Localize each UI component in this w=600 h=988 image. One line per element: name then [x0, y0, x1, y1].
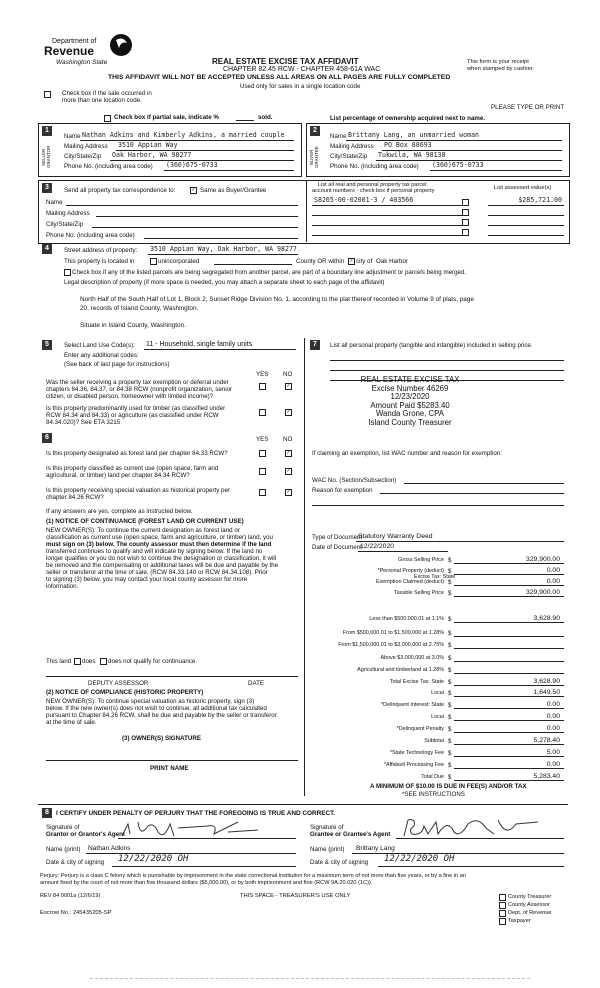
tax-row-dollar: $	[448, 557, 452, 564]
tax-row-label: Gross Selling Price	[398, 557, 444, 563]
notice1-title: (1) NOTICE OF CONTINUANCE (FOREST LAND OR CURRENT USE)	[46, 518, 244, 525]
buyer-name[interactable]: Brittany Lang, an unmarried woman	[348, 131, 480, 139]
s5-yes: YES	[256, 371, 269, 378]
buyer-side-label: BUYER GRANTEE	[309, 146, 319, 168]
section-5-badge: 5	[42, 340, 52, 350]
partial-sale-label: Check box if partial sale, indicate %	[114, 114, 219, 121]
tax-row-dollar: $	[448, 590, 452, 597]
copy-county-treasurer: County Treasurer	[508, 894, 552, 900]
tax-row-value[interactable]: 0.00	[546, 725, 560, 732]
buyer-phone-label: Phone No. (including area code)	[330, 163, 419, 170]
receipt-note-1: This form is your receipt	[467, 59, 529, 65]
grantee-name-label: Name (print)	[310, 846, 345, 853]
section-2-badge: 2	[310, 126, 320, 136]
s3-name-label: Name	[46, 199, 63, 206]
s6-yes: YES	[256, 436, 269, 443]
tax-row-dollar: $	[448, 642, 452, 649]
additional-codes-label: Enter any additional codes:	[64, 352, 139, 359]
grantee-sig-label-2: Grantee or Grantee's Agent	[310, 831, 391, 838]
tax-row-label: Less than $500,000.01 at 1.1%	[369, 616, 444, 622]
s6-q3-line1: Is this property receiving special valuation as historical property per	[46, 487, 230, 494]
seller-city[interactable]: Oak Harbor, WA 98277	[112, 151, 192, 159]
section-8-badge: 8	[42, 808, 52, 818]
tax-row-label: Agricultural and timberland at 1.28%	[357, 667, 444, 673]
copy-taxpayer-checkbox[interactable]	[499, 918, 506, 925]
copy-dept-revenue: Dept. of Revenue	[508, 910, 552, 916]
grantor-name[interactable]: Nathan Adkins	[88, 845, 131, 852]
parcel-number[interactable]: S8265-00-02001-3 / 403566	[314, 196, 414, 204]
assessed-header: List assessed value(s)	[494, 185, 552, 191]
tax-row-value[interactable]: 3,628.90	[533, 678, 560, 685]
section-6-badge: 6	[42, 433, 52, 443]
s3-phone-label: Phone No. (including area code)	[46, 232, 135, 239]
deputy-date-label: DATE	[248, 680, 265, 687]
escrow-number: Escrow No.: 245435205-SP	[40, 910, 112, 916]
if-yes-note: If any answers are yes, complete as instructed below.	[46, 508, 193, 515]
does-checkbox[interactable]	[74, 658, 81, 665]
tax-row-line	[454, 636, 564, 637]
multi-location-checkbox[interactable]	[44, 91, 51, 98]
multi-location-label-1: Check box if the sale occurred in	[62, 90, 152, 97]
does-label: does	[82, 658, 96, 665]
notice2-line1: NEW OWNER(S): To continue special valuation as historic property, sign (3)	[46, 698, 255, 705]
s5-q2-no-checkbox[interactable]: ✓	[286, 409, 291, 415]
tax-row-value[interactable]: 1,649.50	[533, 689, 560, 696]
tax-row-value[interactable]: 0.00	[546, 567, 560, 574]
same-as-buyer-label: Same as Buyer/Grantee	[200, 187, 267, 194]
tax-row-dollar: $	[448, 750, 452, 757]
exemption-claim-label: If claiming an exemption, list WAC number and reason for exemption:	[312, 450, 502, 457]
wac-label: WAC No. (Section/Subsection)	[312, 477, 397, 484]
buyer-name-label: Name	[330, 133, 347, 140]
tax-row-dollar: $	[448, 616, 452, 623]
s5-q1-line3: citizen, or disabled person, homeowner with limited income)?	[46, 393, 214, 400]
located-in-label: This property is located in	[64, 258, 135, 265]
owner-signature-label: (3) OWNER(S) SIGNATURE	[122, 735, 201, 742]
tax-row-label: Subtotal	[424, 738, 444, 744]
personal-property-checkbox-2[interactable]	[462, 209, 469, 216]
s5-q2-line3: 84.34.020)? See ETA 3215	[46, 419, 121, 426]
section-4-badge: 4	[42, 244, 52, 254]
tax-row-line	[454, 622, 564, 623]
tax-row-dollar: $	[448, 579, 452, 586]
tax-row-dollar: $	[448, 738, 452, 745]
s5-q2-yes-checkbox[interactable]	[259, 409, 266, 416]
grantee-signature[interactable]	[398, 814, 558, 844]
seller-phone[interactable]: (360)675-0733	[166, 161, 218, 169]
tax-row-value[interactable]: 0.00	[546, 578, 560, 585]
owner-signature-line[interactable]	[46, 760, 298, 761]
grantor-date[interactable]: 12/22/2020 OH	[118, 854, 189, 864]
tax-row-label: Total Excise Tax: State	[389, 679, 444, 685]
sold-label: sold.	[258, 114, 273, 121]
tax-row-value[interactable]: 5.00	[546, 749, 560, 756]
assessed-value[interactable]: $285,721.00	[518, 196, 562, 204]
perjury-line-2: amount fixed by the court of not more than five thousand dollars ($5,000.00), or by both imprisonment and fine (RCW 9A.20.020 (1C)).	[40, 880, 373, 886]
tax-row-label: *Delinquent Interest: State	[381, 702, 444, 708]
tax-row-label: From $1,500,000.01 to $3,000,000 at 2.75%	[338, 642, 444, 648]
doc-date-label: Date of Document	[312, 544, 362, 551]
tax-row-line	[454, 673, 564, 674]
tax-row-dollar: $	[448, 726, 452, 733]
tax-row-line	[454, 720, 564, 721]
reason-label: Reason for exemption	[312, 487, 373, 494]
notice2-title: (2) NOTICE OF COMPLIANCE (HISTORIC PROPERTY)	[46, 689, 204, 696]
grantor-name-label: Name (print)	[46, 846, 81, 853]
notice2-line3: pursuant to Chapter 84.26 RCW, shall be due and payable by the seller or transferor	[46, 712, 277, 719]
tax-row-line	[454, 574, 564, 575]
send-correspondence-label: Send all property tax correspondence to:	[64, 187, 176, 194]
unincorporated-label: unincorporated	[158, 258, 200, 265]
form-chapter: CHAPTER 82.45 RCW - CHAPTER 458-61A WAC	[223, 66, 381, 73]
property-city[interactable]: Oak Harbor	[376, 258, 408, 265]
excise-tax-state-label: Excise Tax: State	[414, 574, 456, 580]
same-as-buyer-checkbox[interactable]: ✓	[191, 187, 196, 193]
segregated-label: Check box if any of the listed parcels are being segregated from another parcel, are part of a boundary line adjustment or parcels being merged.	[72, 269, 467, 276]
buyer-mail-label: Mailing Address	[330, 143, 374, 150]
s6-q1-yes-checkbox[interactable]	[259, 450, 266, 457]
grantor-date-label: Date & city of signing	[46, 859, 105, 866]
seller-city-label: City/State/Zip	[64, 153, 102, 160]
doc-date-value[interactable]: 12/22/2020	[360, 543, 395, 550]
copy-county-treasurer-checkbox[interactable]	[499, 894, 506, 901]
section-7-badge: 7	[310, 340, 320, 350]
personal-property-checkbox-4[interactable]	[462, 229, 469, 236]
s5-q1-yes-checkbox[interactable]	[259, 383, 266, 390]
treasurer-stamp: REAL ESTATE EXCISE TAX Excise Number 46269 12/23/2020 Amount Paid $5283.40 Wanda Grone, CPA Island County Treasurer	[360, 375, 460, 427]
property-street[interactable]: 3510 Appian Way, Oak Harbor, WA 98277	[150, 245, 297, 253]
tax-row-label: *State Technology Fee	[389, 750, 444, 756]
see-back-label: (See back of last page for instructions)	[64, 361, 170, 368]
dept-line1: Department of	[52, 38, 97, 45]
seller-mail-label: Mailing Address	[64, 143, 108, 150]
please-type: PLEASE TYPE OR PRINT	[491, 104, 565, 111]
s6-q1-no-checkbox[interactable]: ✓	[286, 450, 291, 456]
deputy-assessor-label: DEPUTY ASSESSOR	[88, 680, 149, 687]
tax-row-value[interactable]: 0.00	[546, 701, 560, 708]
notice2-line2: below. If the new owner(s) does not wish to continue, all additional tax calculated	[46, 705, 267, 712]
tax-row-value[interactable]: 0.00	[546, 761, 560, 768]
s6-q2-line1: Is this property classified as current use (open space, farm and	[46, 465, 219, 472]
s3-mail-label: Mailing Address	[46, 210, 90, 217]
city-of-checkbox[interactable]: ✓	[349, 258, 354, 264]
s6-q2-line2: agricultural, or timber) land per chapter 84.34 RCW?	[46, 472, 190, 479]
seller-mail[interactable]: 3510 Appian Way	[118, 141, 178, 149]
section-3-badge: 3	[42, 183, 52, 193]
tax-row-dollar: $	[448, 679, 452, 686]
tax-row-value[interactable]: 0.00	[546, 713, 560, 720]
grantor-sig-label-2: Grantor or Grantor's Agent	[46, 831, 125, 838]
tax-row-line	[454, 596, 564, 597]
perjury-line-1: Perjury: Perjury is a class C felony which is punishable by imprisonment in the state correctional institution for a maximum term of not more than five years, or by a fine in an	[40, 873, 466, 879]
tax-row-value[interactable]: 329,900.00	[525, 589, 560, 596]
tax-row-line	[454, 696, 564, 697]
tax-row-line	[454, 648, 564, 649]
tax-row-value[interactable]: 329,900.00	[525, 556, 560, 563]
s6-q3-yes-checkbox[interactable]	[259, 489, 266, 496]
tax-row-line	[454, 756, 564, 757]
personal-property-checkbox-1[interactable]	[462, 199, 469, 206]
grantee-date-label: Date & city of signing	[310, 859, 369, 866]
grantee-sig-label-1: Signature of	[310, 824, 344, 831]
land-use-value[interactable]: 11 - Household, single family units	[146, 341, 253, 348]
s6-q3-line2: chapter 84.26 RCW?	[46, 494, 104, 501]
doc-type-value[interactable]: Statutory Warranty Deed	[358, 533, 433, 540]
tax-row-dollar: $	[448, 568, 452, 575]
copy-dept-revenue-checkbox[interactable]	[499, 910, 506, 917]
tax-row-dollar: $	[448, 655, 452, 662]
treasurer-use-label: THIS SPACE - TREASURER'S USE ONLY	[240, 893, 351, 899]
single-use-note: Used only for sales in a single location code	[240, 83, 361, 90]
unincorporated-checkbox[interactable]	[150, 258, 157, 265]
tax-row-label: Local	[431, 690, 444, 696]
tax-row-label: From $500,000.01 to $1,500,000 at 1.28%	[342, 630, 444, 636]
minimum-due-note: A MINIMUM OF $10.00 IS DUE IN FEE(S) AND/OR TAX	[370, 783, 527, 790]
s6-q1: Is this property designated as forest land per chapter 84.33 RCW?	[46, 450, 228, 457]
s6-q2-yes-checkbox[interactable]	[259, 468, 266, 475]
s6-q2-no-checkbox[interactable]: ✓	[286, 468, 291, 474]
tax-row-line	[454, 563, 564, 564]
seller-phone-label: Phone No. (including area code)	[64, 163, 153, 170]
tax-row-dollar: $	[448, 702, 452, 709]
tax-row-dollar: $	[448, 762, 452, 769]
seller-name[interactable]: Nathan Adkins and Kimberly Adkins, a married couple	[82, 131, 285, 139]
tax-row-line	[454, 732, 564, 733]
tax-row-dollar: $	[448, 667, 452, 674]
s6-q3-no-checkbox[interactable]: ✓	[286, 489, 291, 495]
form-warning: THIS AFFIDAVIT WILL NOT BE ACCEPTED UNLESS ALL AREAS ON ALL PAGES ARE FULLY COMPLETED	[108, 74, 451, 81]
bottom-scan-edge	[90, 978, 530, 979]
tax-row-label: Total Due	[421, 774, 444, 780]
s5-q1-line1: Was the seller receiving a property tax exemption or deferral under	[46, 379, 229, 386]
multi-location-label-2: more than one location code.	[62, 97, 142, 104]
receipt-note-2: when stamped by cashier.	[467, 66, 535, 72]
tax-row-dollar: $	[448, 774, 452, 781]
grantor-sig-label-1: Signature of	[46, 824, 80, 831]
does-not-checkbox[interactable]	[100, 658, 107, 665]
s5-no: NO	[283, 371, 293, 378]
legal-description-2: 20, records of Island County, Washington.	[80, 305, 199, 312]
notice1-text: NEW OWNER(S): To continue the current designation as forest land or classification as current use (open space, farm and agriculture, or timber) land, you must sign on (3) below. The county assessor must then determine if the land transferred continues to qualify and will indicate by signing below. If the land no longer qualifies or you do not wish to continue the designation or classification, it will be removed and the compensating or additional taxes will be due and payable by the seller or transferor at the time of sale. (RCW 84.33.140 or RCW 84.34.108). Prior to signing (3) below, you may contact your local county assessor for more information.	[46, 527, 279, 590]
s5-q2-line2: RCW 84.34 and 84.33) or agriculture (as classified under RCW	[46, 412, 219, 419]
dor-logo	[108, 32, 134, 58]
section-1-badge: 1	[42, 126, 52, 136]
parcel-header-2: account numbers - check box if personal property	[312, 188, 435, 194]
tax-row-label: Local	[431, 714, 444, 720]
tax-row-line	[454, 780, 564, 781]
partial-sale-checkbox[interactable]	[104, 115, 111, 122]
buyer-city-label: City/State/Zip	[330, 153, 368, 160]
tax-row-line	[454, 768, 564, 769]
tax-row-value[interactable]: 5,278.40	[533, 737, 560, 744]
tax-row-label: Above $3,000,000 at 3.0%	[380, 655, 444, 661]
legal-description-label: Legal description of property (if more space is needed, you may attach a separate sheet to each page of the affidavit)	[64, 279, 385, 286]
buyer-city[interactable]: Tukwila, WA 98138	[378, 151, 446, 159]
personal-property-label: List all personal property (tangible and intangible) included in selling price.	[330, 342, 533, 349]
tax-row-label: Taxable Selling Price	[393, 590, 444, 596]
print-name-label: PRINT NAME	[150, 765, 189, 772]
form-title: REAL ESTATE EXCISE TAX AFFIDAVIT	[212, 57, 359, 66]
tax-row-line	[454, 661, 564, 662]
notice2-line4: at the time of sale.	[46, 719, 97, 726]
s5-q1-line2: chapters 84.36, 84.37, or 84.38 RCW (nonprofit organization, senior	[46, 386, 233, 393]
s5-q1-no-checkbox[interactable]: ✓	[286, 383, 291, 389]
city-of-label: city of	[356, 258, 373, 265]
list-percentage-note: List percentage of ownership acquired next to name.	[330, 115, 486, 122]
tax-row-label: Exemption Claimed (deduct)	[375, 579, 444, 585]
tax-row-line	[454, 585, 564, 586]
tax-row-line	[454, 685, 564, 686]
certify-statement: I CERTIFY UNDER PENALTY OF PERJURY THAT THE FOREGOING IS TRUE AND CORRECT.	[56, 810, 336, 817]
tax-row-dollar: $	[448, 690, 452, 697]
form-number: REV 84 0001a (12/6/19)	[40, 893, 101, 899]
county-or-label: County OR within	[296, 258, 345, 265]
parcel-header-1: List all real and personal property tax parcel	[318, 182, 427, 188]
copy-county-assessor: County Assessor	[508, 902, 550, 908]
qualify-label: This land	[46, 658, 72, 665]
s3-city-label: City/State/Zip	[46, 221, 84, 228]
s6-no: NO	[283, 436, 293, 443]
buyer-mail[interactable]: PO Box 88693	[384, 141, 432, 149]
tax-row-dollar: $	[448, 630, 452, 637]
does-not-label: does not qualify for continuance.	[108, 658, 198, 665]
land-use-label: Select Land Use Code(s):	[64, 342, 135, 349]
tax-row-value[interactable]: 3,628.90	[533, 615, 560, 622]
tax-row-dollar: $	[448, 714, 452, 721]
tax-row-label: *Personal Property (deduct)	[377, 568, 444, 574]
copy-taxpayer: Taxpayer	[508, 918, 531, 924]
seller-name-label: Name	[64, 133, 81, 140]
dept-line3: Washington State	[56, 59, 108, 66]
tax-row-line	[454, 708, 564, 709]
tax-row-label: *Affidavit Processing Fee	[383, 762, 444, 768]
tax-row-label: *Delinquent Penalty	[396, 726, 444, 732]
seller-side-label: SELLER GRANTOR	[41, 145, 51, 169]
dept-line2: Revenue	[44, 44, 95, 58]
segregated-checkbox[interactable]	[64, 269, 71, 276]
legal-description-3: Situate in Island County, Washington.	[80, 322, 186, 329]
see-instructions-note: *SEE INSTRUCTIONS	[402, 791, 465, 798]
grantee-date[interactable]: 12/22/2020 OH	[384, 854, 455, 864]
tax-row-value[interactable]: 5,283.40	[533, 773, 560, 780]
grantee-name[interactable]: Brittany Lang	[356, 845, 395, 852]
s5-q2-line1: Is this property predominantly used for timber (as classified under	[46, 405, 226, 412]
street-label: Street address of property:	[64, 247, 138, 254]
copy-county-assessor-checkbox[interactable]	[499, 902, 506, 909]
legal-description-1: North Half of the South Half of Lot 1, Block 2, Sunset Ridge Division No. 1, according to the plat thereof recorded in Volume 9 of plats, page	[80, 296, 474, 303]
doc-type-label: Type of Document	[312, 534, 363, 541]
personal-property-checkbox-3[interactable]	[462, 219, 469, 226]
tax-row-line	[454, 744, 564, 745]
buyer-phone[interactable]: (360)675-0733	[432, 161, 484, 169]
